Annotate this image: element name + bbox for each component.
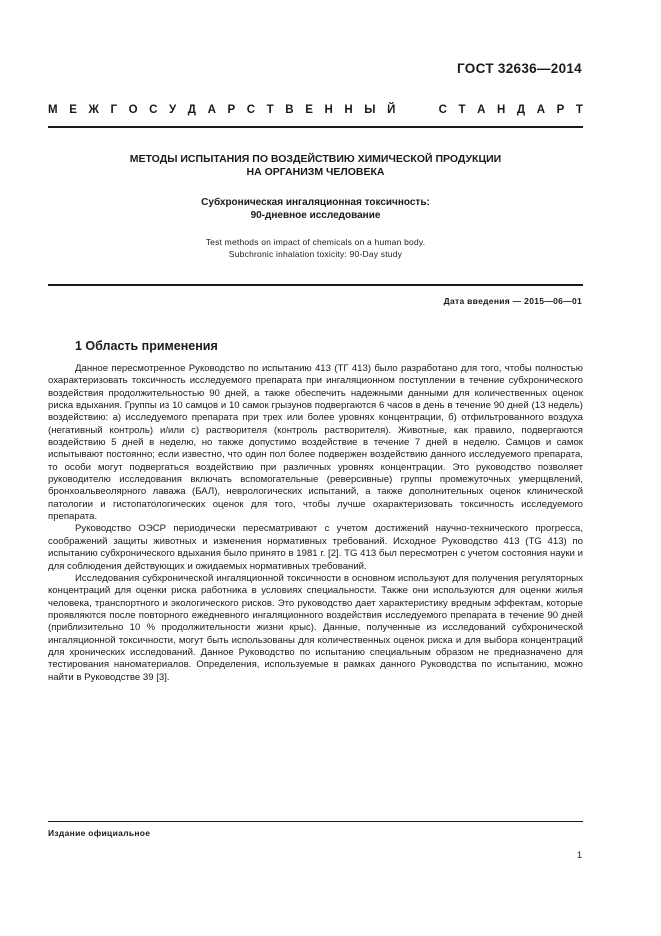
section-body: [48, 363, 583, 684]
english-title: [48, 237, 583, 260]
banner-letter: О: [128, 104, 138, 116]
banner-letter: С: [438, 104, 447, 116]
banner-letter: М: [48, 104, 58, 116]
interstate-standard-banner: [48, 104, 583, 116]
document-title: [48, 153, 583, 179]
banner-letter: А: [207, 104, 216, 116]
banner-letter: А: [536, 104, 546, 116]
subtitle-line-2: 90-дневное исследование: [250, 210, 381, 221]
banner-letter: Р: [227, 104, 236, 116]
date-of-introduction: Дата введения — 2015—06—01: [443, 296, 582, 306]
banner-letter: Д: [516, 104, 526, 116]
banner-letter: Е: [69, 104, 77, 116]
title-line-1: МЕТОДЫ ИСПЫТАНИЯ ПО ВОЗДЕЙСТВИЮ ХИМИЧЕСКОЙ ПРОДУКЦИИ: [129, 153, 502, 165]
banner-letter: Ж: [88, 104, 99, 116]
english-title-line-2: Subchronic inhalation toxicity: 90-Day study: [228, 248, 403, 259]
banner-letter: В: [285, 104, 294, 116]
banner-letter: Ы: [364, 104, 376, 116]
subtitle-line-1: Субхроническая ингаляционная токсичность:: [201, 197, 430, 208]
page-number: 1: [576, 850, 582, 860]
paragraph: Исследования субхронической ингаляционной токсичности в основном используют для получения регуляторных концентраций для оценки риска работника в условиях специальности. Также они используются для оценки жилья человека, транспортного и экологического рисков. Это руководство дает характеристику вредным эффектам, которые проявляются после повторного ежедневного ингаляционного воздействия исследуемого препарата в течение 90 дней (приблизительно 10 % продолжительности жизни крыс). Данные, полученные из исследований субхронической ингаляционной токсичности, могут быть использованы для количественных оценок риска и для выбора концентраций для хронических исследований. Данное Руководство по испытанию специальным образом не предназначено для тестирования наноматериалов. Определения, используемые в рамках данного Руководства по испытанию, можно найти в Руководстве 39 [3].: [48, 572, 583, 683]
gost-number: ГОСТ 32636—2014: [457, 61, 582, 76]
banner-letter: Р: [556, 104, 565, 116]
banner-letter: Н: [344, 104, 353, 116]
title-block-rule: [48, 284, 583, 286]
footer-rule: [48, 821, 583, 822]
banner-letter: Й: [387, 104, 396, 116]
header-rule: [48, 126, 583, 128]
banner-letter: Д: [187, 104, 196, 116]
banner-letter: Е: [305, 104, 313, 116]
banner-letter: С: [246, 104, 256, 116]
banner-letter: Т: [458, 104, 466, 116]
title-line-2: НА ОРГАНИЗМ ЧЕЛОВЕКА: [246, 166, 385, 178]
banner-letter: Т: [266, 104, 274, 116]
banner-letter: С: [149, 104, 158, 116]
banner-letter: А: [477, 104, 486, 116]
english-title-line-1: Test methods on impact of chemicals on a human body.: [205, 237, 426, 247]
paragraph: Данное пересмотренное Руководство по испытанию 413 (ТГ 413) было разработано для того, чтобы полностью охарактеризовать токсичность исследуемого препарата при ингаляционном поступлении в течение субхронического воздействия продолжительностью 90 дней, а также обеспечить надежными данными для количественных оценок риска вдыхания. Группы из 10 самцов и 10 самок грызунов подвергаются 6 часов в день в течение 90 дней (13 недель) воздействию: а) исследуемого препарата при трех или более уровнях концентрации, б) отфильтрованного воздуха (негативный контроль) и/или с) растворителя (контроль растворителя). Животные, как правило, подвергаются воздействию 5 дней в неделю, но также допустимо воздействие в течение 7 дней в неделю. Самцов и самок испытывают постоянно; если известно, что один пол более подвержен воздействию данного исследуемого препарата, то особи могут подвергаться воздействию при различных уровнях концентрации. Это руководство позволяет руководителю исследования включать вспомогательные (реверсивные) группы промежуточных умерщвлений, бронхоальвеолярного лаважа (БАЛ), неврологических испытаний, а также дополнительных оценок клинической патологии и гистопатологических оценок для того, чтобы лучше охарактеризовать токсичность исследуемого препарата.: [48, 363, 583, 523]
banner-letter: Н: [497, 104, 506, 116]
paragraph: Руководство ОЭСР периодически пересматривают с учетом достижений научно-технического прогресса, соображений защиты животных и изменения нормативных требований. Исходное Руководство 413 (TG 413) по испытанию субхронического вдыхания было принято в 1981 г. [2]. TG 413 был пересмотрен с учетом состояния науки и для соблюдения действующих и ожидаемых нормативных требований.: [48, 523, 583, 572]
banner-letter: Г: [110, 104, 117, 116]
edition-label: Издание официальное: [48, 828, 151, 838]
section-heading: 1 Область применения: [75, 339, 218, 353]
banner-letter: У: [169, 104, 177, 116]
banner-letter: Т: [575, 104, 583, 116]
document-subtitle: [48, 196, 583, 222]
banner-letter: Н: [324, 104, 333, 116]
banner-gap: [407, 104, 427, 116]
